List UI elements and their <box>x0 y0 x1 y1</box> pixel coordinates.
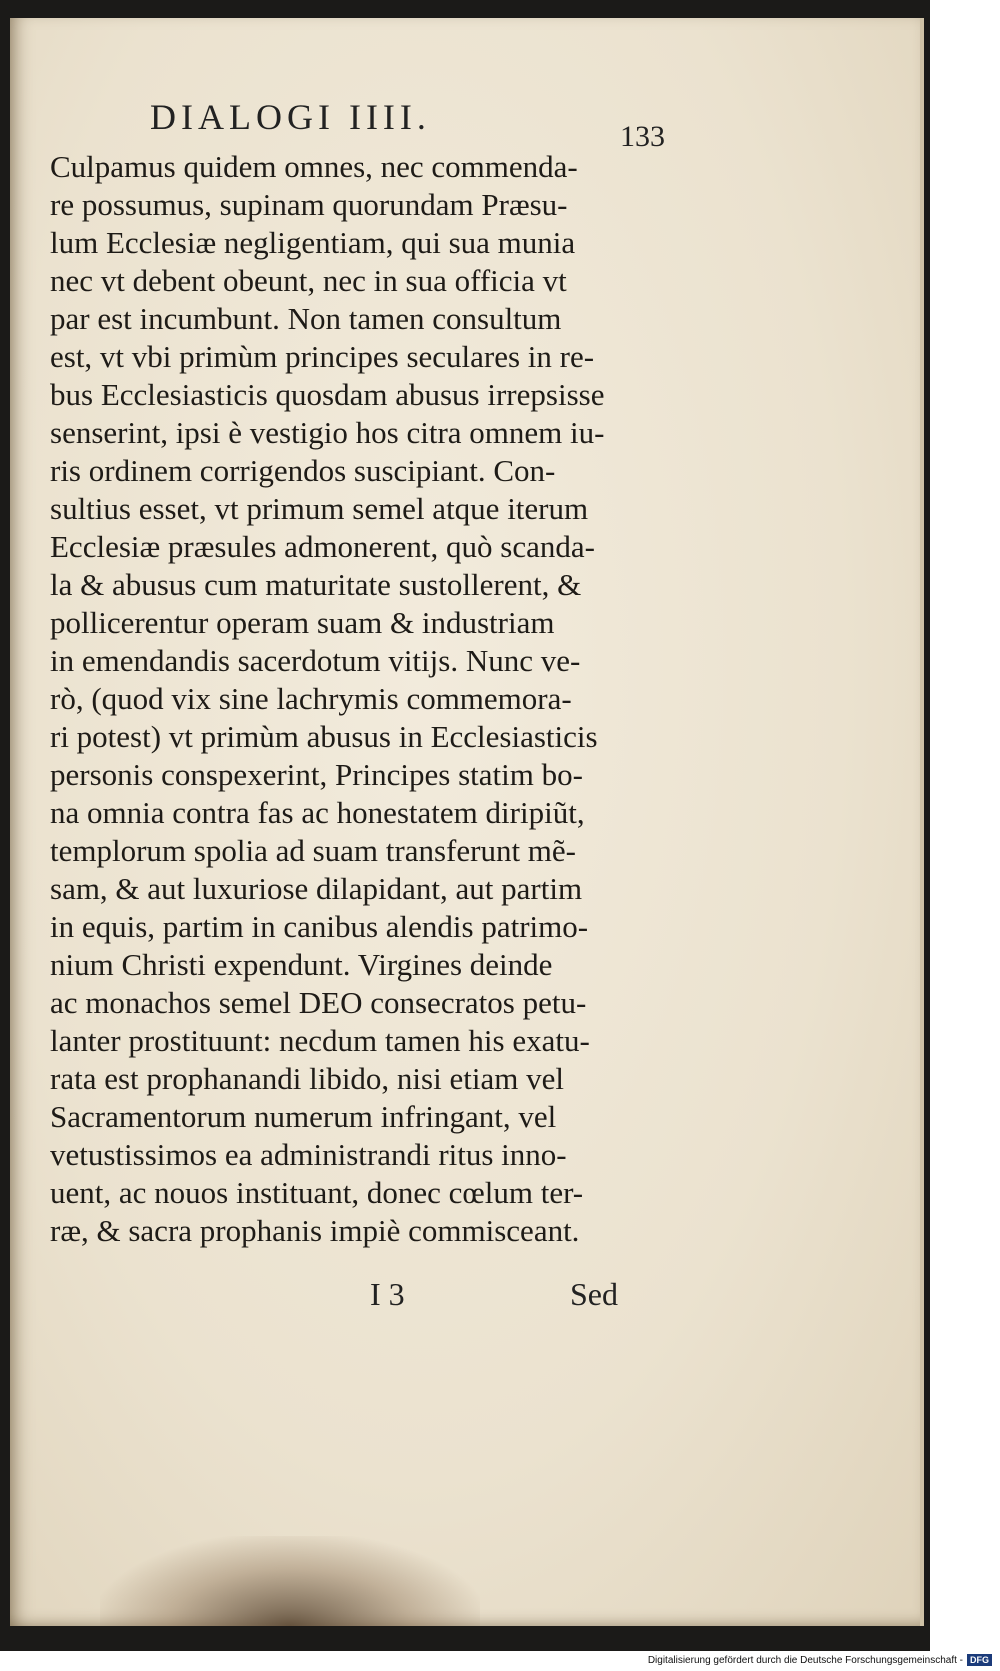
text-line: ræ, & sacra prophanis impiè commisceant. <box>50 1213 580 1248</box>
text-line: ac monachos semel DEO consecratos petu- <box>50 985 587 1020</box>
text-line: la & abusus cum maturitate sustollerent, & <box>50 567 582 602</box>
digitization-credit <box>648 1653 992 1667</box>
running-head: DIALOGI IIII. <box>150 97 431 137</box>
text-line: ris ordinem corrigendos suscipiant. Con- <box>50 453 556 488</box>
text-line: lum Ecclesiæ negligentiam, qui sua munia <box>50 225 576 260</box>
text-line: na omnia contra fas ac honestatem diripiũt, <box>50 795 585 830</box>
water-stain <box>100 1536 480 1626</box>
signature-mark: I 3 <box>370 1276 405 1312</box>
text-line: Ecclesiæ præsules admonerent, quò scanda- <box>50 529 595 564</box>
text-line: Sacramentorum numerum infringant, vel <box>50 1099 557 1134</box>
text-line: nium Christi expendunt. Virgines deinde <box>50 947 553 982</box>
dfg-logo-icon: DFG <box>967 1654 992 1666</box>
body-text <box>50 148 660 1250</box>
text-line: bus Ecclesiasticis quosdam abusus irrepsisse <box>50 377 605 412</box>
text-line: nec vt debent obeunt, nec in sua officia vt <box>50 263 567 298</box>
credit-text: Digitalisierung gefördert durch die Deutsche Forschungsgemeinschaft - <box>647 1654 963 1666</box>
text-line: rata est prophanandi libido, nisi etiam vel <box>50 1061 564 1096</box>
text-line: par est incumbunt. Non tamen consultum <box>50 301 562 336</box>
text-line: personis conspexerint, Principes statim bo- <box>50 757 583 792</box>
text-line: vetustissimos ea administrandi ritus inno- <box>50 1137 567 1172</box>
catchword: Sed <box>570 1276 618 1312</box>
text-line: lanter prostituunt: necdum tamen his exatu- <box>50 1023 590 1058</box>
text-line: ri potest) vt primùm abusus in Ecclesiasticis <box>50 719 598 754</box>
text-line: pollicerentur operam suam & industriam <box>50 605 555 640</box>
text-line: sam, & aut luxuriose dilapidant, aut partim <box>50 871 583 906</box>
text-line: est, vt vbi primùm principes seculares in re- <box>50 339 595 374</box>
text-line: Culpamus quidem omnes, nec commenda- <box>50 149 578 184</box>
text-line: senserint, ipsi è vestigio hos citra omnem iu- <box>50 415 605 450</box>
page-footer <box>370 1276 670 1316</box>
text-line: uent, ac nouos instituant, donec cœlum ter- <box>50 1175 584 1210</box>
folio-number: 133 <box>620 120 665 153</box>
text-line: in emendandis sacerdotum vitijs. Nunc ve- <box>50 643 581 678</box>
text-line: sultius esset, vt primum semel atque iterum <box>50 491 589 526</box>
text-line: in equis, partim in canibus alendis patrimo- <box>50 909 589 944</box>
text-line: re possumus, supinam quorundam Præsu- <box>50 187 568 222</box>
text-line: rò, (quod vix sine lachrymis commemora- <box>50 681 572 716</box>
text-line: templorum spolia ad suam transferunt mẽ- <box>50 833 577 868</box>
